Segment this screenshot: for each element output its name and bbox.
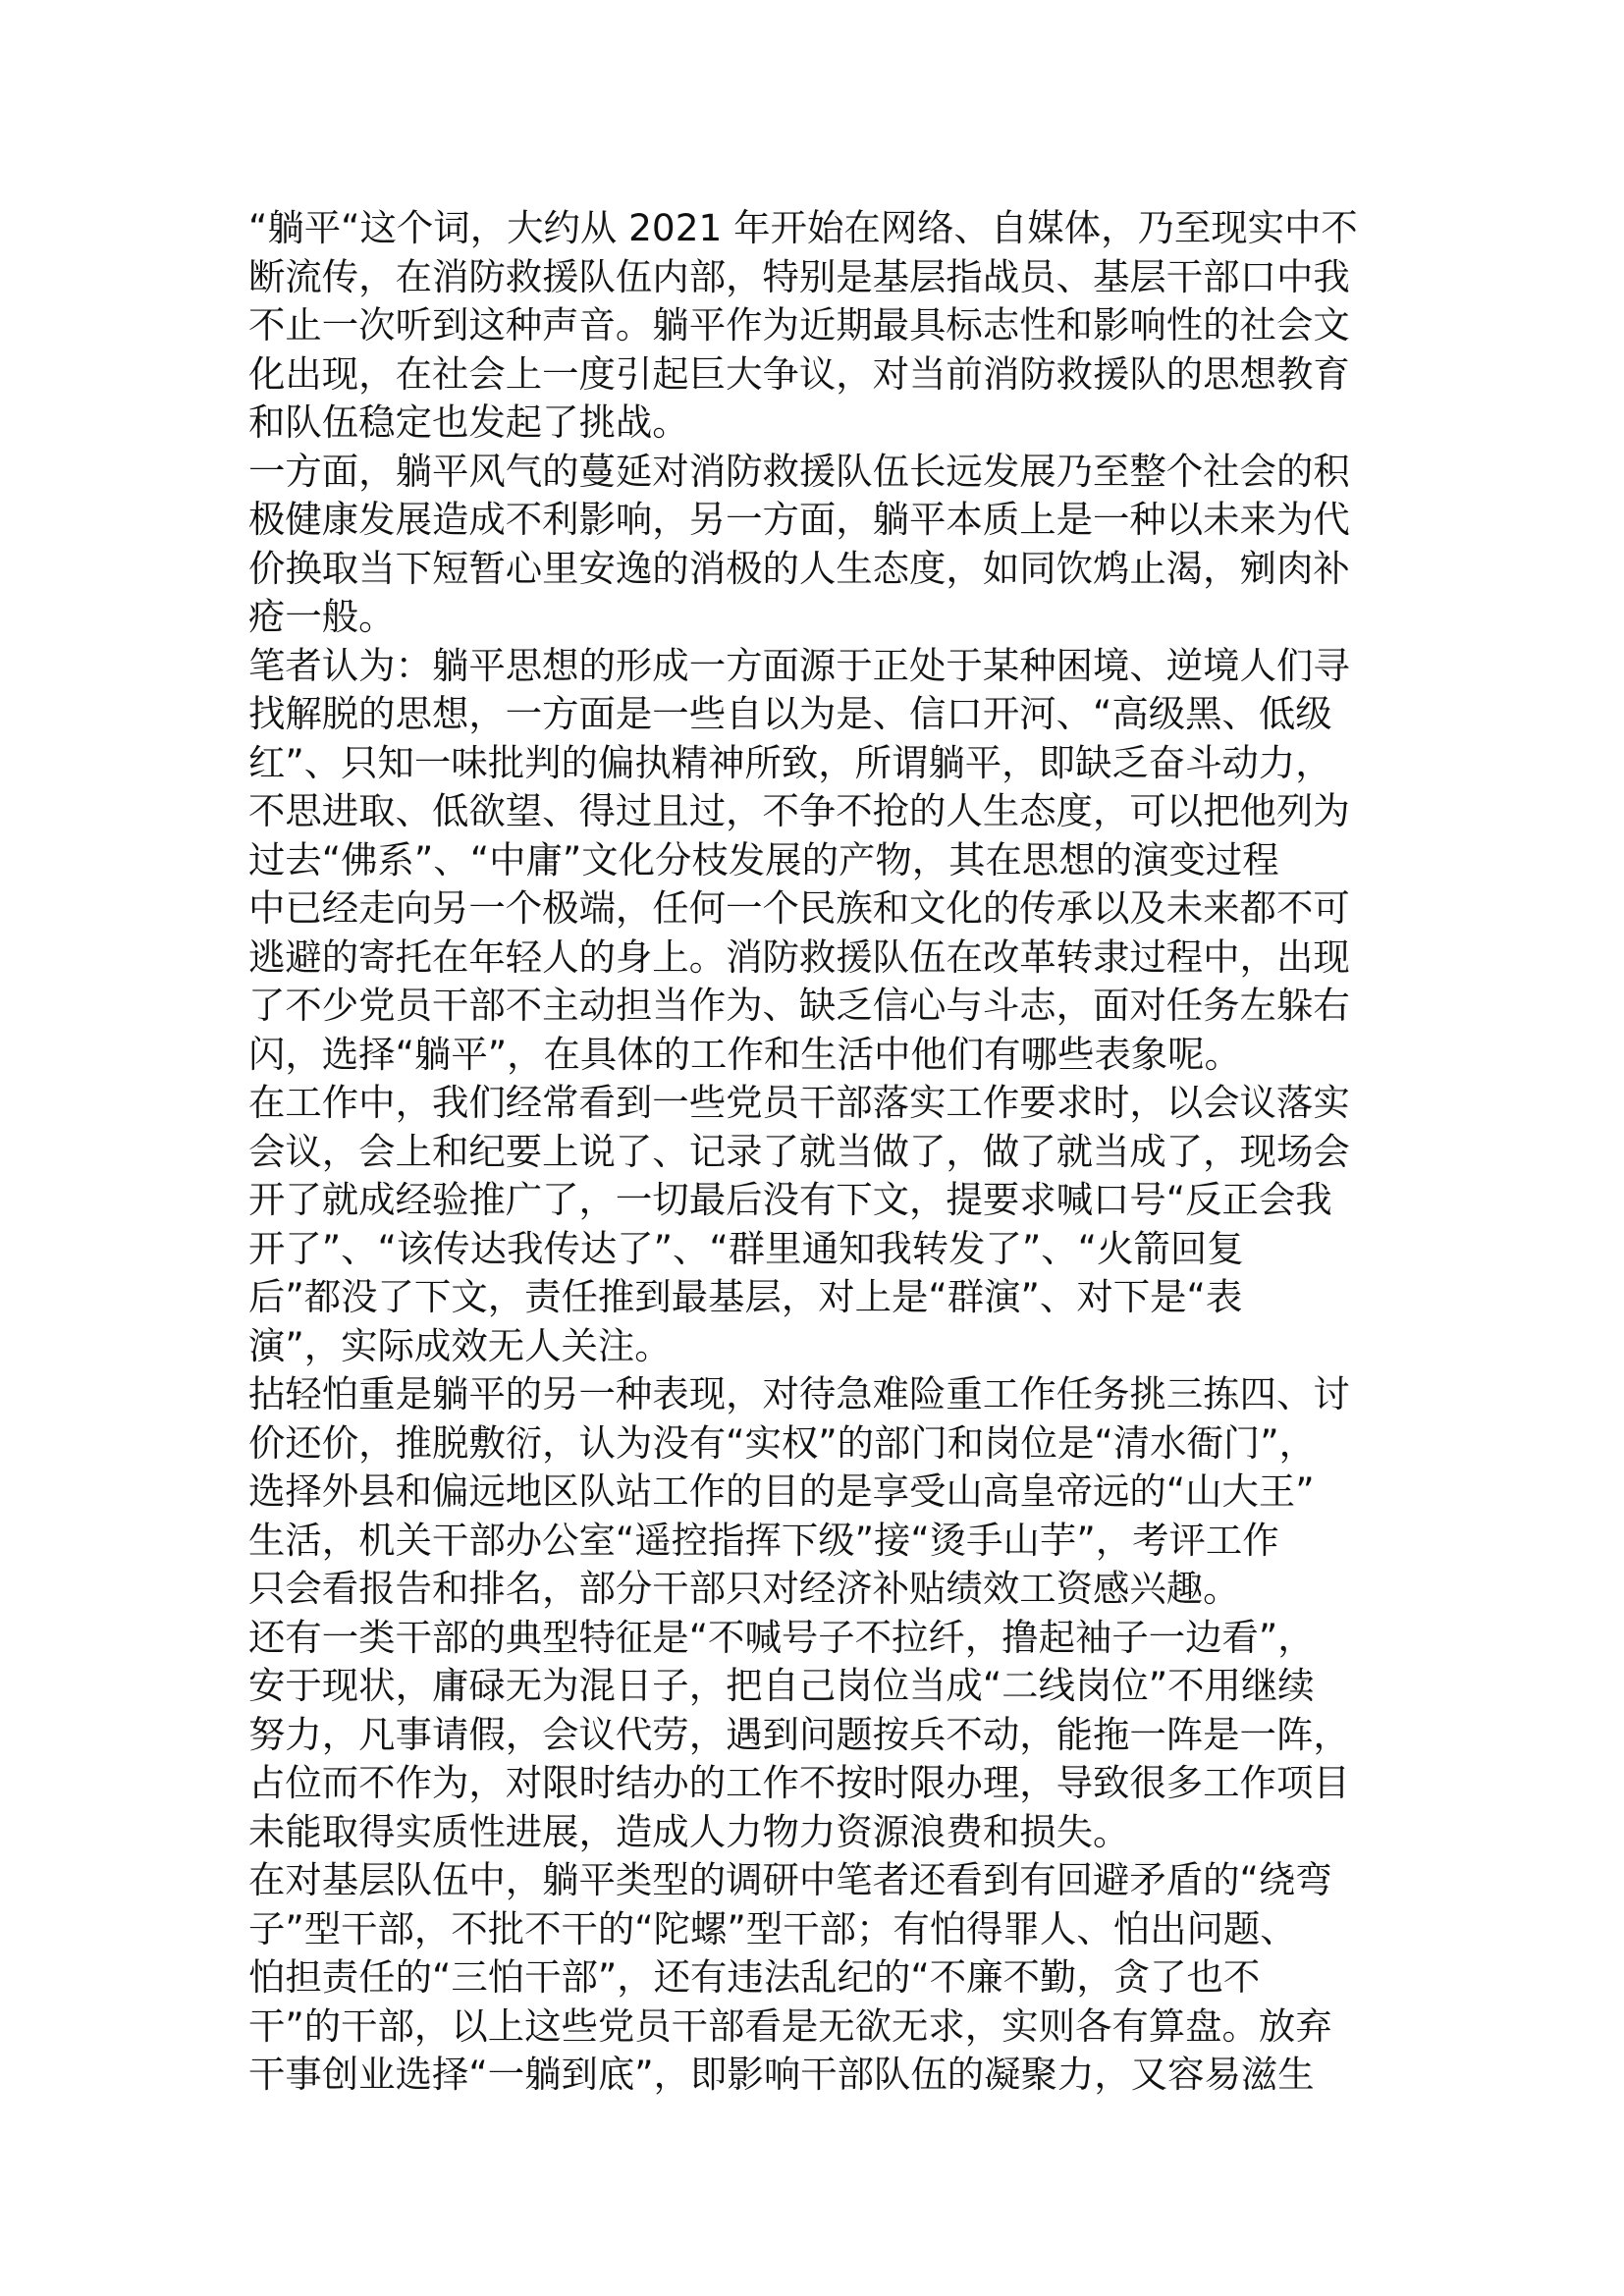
paragraph-3 (248, 642, 1387, 1080)
paragraph-1 (248, 204, 1387, 448)
text-line: 不思进取、低欲望、得过且过，不争不抢的人生态度，可以把他列为 (248, 789, 1350, 832)
paragraph-4 (248, 1079, 1387, 1370)
paragraph-6 (248, 1614, 1387, 1857)
text-line: 开了”、“该传达我传达了”、“群里通知我转发了”、“火箭回复 (248, 1226, 1244, 1270)
text-line: 会议，会上和纪要上说了、记录了就当做了，做了就当成了，现场会 (248, 1129, 1350, 1173)
text-line: 子”型干部，不批不干的“陀螺”型干部；有怕得罪人、怕出问题、 (248, 1906, 1297, 1950)
text-line: 安于现状，庸碌无为混日子，把自己岗位当成“二线岗位”不用继续 (248, 1664, 1315, 1707)
text-line: 还有一类干部的典型特征是“不喊号子不拉纤，撸起袖子一边看”， (248, 1615, 1315, 1659)
paragraph-5 (248, 1370, 1387, 1614)
text-line: 只会看报告和排名，部分干部只对经济补贴绩效工资感兴趣。 (248, 1567, 1240, 1610)
text-line: 拈轻怕重是躺平的另一种表现，对待急难险重工作任务挑三拣四、讨 (248, 1372, 1350, 1415)
text-line: “躺平“这个词，大约从 2021 年开始在网络、自媒体，乃至现实中不 (248, 206, 1358, 249)
text-line: 疮一般。 (248, 595, 396, 638)
text-line: 选择外县和偏远地区队站工作的目的是享受山高皇帝远的“山大王” (248, 1469, 1315, 1513)
text-line: 中已经走向另一个极端，任何一个民族和文化的传承以及未来都不可 (248, 886, 1350, 930)
text-line: 在对基层队伍中，躺平类型的调研中笔者还看到有回避矛盾的“绕弯 (248, 1858, 1332, 1901)
text-line: 价还价，推脱敷衍，认为没有“实权”的部门和岗位是“清水衙门”， (248, 1420, 1317, 1465)
text-line: 极健康发展造成不利影响，另一方面，躺平本质上是一种以未来为代 (248, 498, 1350, 541)
text-line: 不止一次听到这种声音。躺平作为近期最具标志性和影响性的社会文 (248, 303, 1350, 347)
text-line: 逃避的寄托在年轻人的身上。消防救援队伍在改革转隶过程中，出现 (248, 934, 1350, 979)
text-line: 过去“佛系”、“中庸”文化分枝发展的产物，其在思想的演变过程 (248, 837, 1279, 881)
text-line: 价换取当下短暂心里安逸的消极的人生态度，如同饮鸩止渴，剜肉补 (248, 546, 1350, 590)
text-line: 笔者认为：躺平思想的形成一方面源于正处于某种困境、逆境人们寻 (248, 643, 1350, 687)
text-line: 找解脱的思想，一方面是一些自以为是、信口开河、“高级黑、低级 (248, 692, 1332, 735)
text-line: 演”，实际成效无人关注。 (248, 1323, 672, 1367)
text-line: 在工作中，我们经常看到一些党员干部落实工作要求时，以会议落实 (248, 1081, 1350, 1124)
text-line: 后”都没了下文，责任推到最基层，对上是“群演”、对下是“表 (248, 1275, 1243, 1318)
text-line: 化出现，在社会上一度引起巨大争议，对当前消防救援队的思想教育 (248, 351, 1350, 396)
text-line: 干事创业选择“一躺到底”，即影响干部队伍的凝聚力，又容易滋生 (248, 2053, 1315, 2096)
text-line: 努力，凡事请假，会议代劳，遇到问题按兵不动，能拖一阵是一阵， (248, 1712, 1350, 1756)
text-line: 闪，选择“躺平”，在具体的工作和生活中他们有哪些表象呢。 (248, 1032, 1241, 1076)
text-line: 生活，机关干部办公室“遥控指挥下级”接“烫手山芋”，考评工作 (248, 1518, 1279, 1562)
text-line: 和队伍稳定也发起了挑战。 (248, 400, 689, 444)
text-line: 干”的干部，以上这些党员干部看是无欲无求，实则各有算盘。放弃 (248, 2003, 1332, 2048)
text-line: 断流传，在消防救援队伍内部，特别是基层指战员、基层干部口中我 (248, 254, 1350, 298)
text-line: 一方面，躺平风气的蔓延对消防救援队伍长远发展乃至整个社会的积 (248, 449, 1350, 493)
text-line: 了不少党员干部不主动担当作为、缺乏信心与斗志，面对任务左躲右 (248, 984, 1350, 1027)
paragraph-7 (248, 1856, 1387, 2100)
text-line: 未能取得实质性进展，造成人力物力资源浪费和损失。 (248, 1809, 1130, 1853)
text-line: 怕担责任的“三怕干部”，还有违法乱纪的“不廉不勤，贪了也不 (248, 1955, 1261, 1999)
paragraph-2 (248, 448, 1387, 642)
document-body (248, 204, 1387, 2100)
text-line: 开了就成经验推广了，一切最后没有下文，提要求喊口号“反正会我 (248, 1178, 1332, 1221)
text-line: 红”、只知一味批判的偏执精神所致，所谓躺平，即缺乏奋斗动力， (248, 740, 1332, 784)
text-line: 占位而不作为，对限时结办的工作不按时限办理，导致很多工作项目 (248, 1761, 1350, 1804)
